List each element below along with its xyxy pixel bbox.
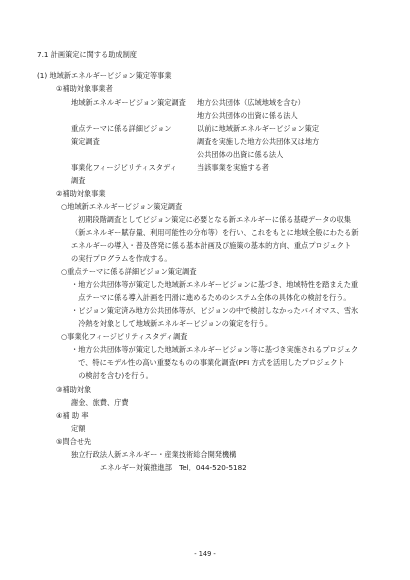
feasibility-line: の検討を含む)を行う。	[71, 371, 153, 380]
eligible-row-value: 調査を実施した地方公共団体又は地方	[197, 137, 320, 146]
eligible-row-label: 策定調査	[71, 137, 100, 146]
eligible-row-value: 公共団体の出資に係る法人	[197, 150, 284, 159]
costs-text: 謝金、旅費、庁費	[71, 398, 129, 407]
eligible-row-value: 地方公共団体（広域地域を含む）	[197, 98, 305, 107]
detail-line: ・地方公共団体等が策定した地域新エネルギービジョンに基づき、地域特性を踏まえた重	[71, 280, 359, 289]
rate-text: 定額	[71, 424, 86, 433]
eligible-row-label: 調査	[71, 176, 86, 185]
feasibility-title: ○事業化フィージビリティスタディ調査	[61, 332, 188, 341]
detail-line: 点テーマに係る導入計画を円滑に進めるためのシステム全体の具体化の検討を行う。	[71, 293, 351, 302]
rate-heading: ④補 助 率	[56, 411, 89, 420]
page-number: - 149 -	[194, 550, 216, 558]
contact-dept-tel: エネルギー対策推進部 Tel．044-520-5182	[100, 463, 247, 472]
subsection-title: (1) 地域新エネルギービジョン策定等事業	[37, 71, 172, 80]
vision-line: エネルギーの導入・普及啓発に係る基本計画及び施策の基本的方向、重点プロジェクト	[71, 241, 352, 250]
eligible-heading: ①補助対象事業者	[56, 84, 113, 93]
contact-org: 独立行政法人新エネルギー・産業技術総合開発機構	[71, 450, 237, 459]
eligible-row-value: 当該事業を実施する者	[197, 163, 269, 172]
contact-heading: ⑤問合せ先	[56, 437, 92, 446]
detail-title: ○重点テーマに係る詳細ビジョン策定調査	[61, 267, 197, 276]
costs-heading: ③補助対象	[56, 385, 92, 394]
eligible-row-label: 重点テーマに係る詳細ビジョン	[71, 124, 172, 133]
vision-title: ○地域新エネルギービジョン策定調査	[61, 202, 183, 211]
eligible-row-value: 以前に地域新エネルギービジョン策定	[197, 124, 320, 133]
detail-line: ・ビジョン策定済み地方公共団体等が、ビジョンの中で検討しなかったバイオマス、雪氷	[71, 306, 359, 315]
detail-line: 冷熱を対象として地域新エネルギービジョンの策定を行う。	[71, 319, 273, 328]
feasibility-line: ・地方公共団体等が策定した地域新エネルギービジョン等に基づき実施されるプロジェク	[71, 345, 359, 354]
vision-line: の実行プログラムを作成する。	[71, 254, 172, 263]
eligible-row-value: 地方公共団体の出資に係る法人	[197, 111, 298, 120]
vision-line: （新エネルギー賦存量、利用可能性の分布等）を行い、これをもとに地域全般にわたる新	[71, 228, 359, 237]
eligible-row-label: 地域新エネルギービジョン策定調査	[71, 98, 186, 107]
vision-line: 初期段階調査としてビジョン策定に必要となる新エネルギーに係る基礎データの収集	[78, 215, 351, 224]
eligible-row-label: 事業化フィージビリティスタディ	[71, 163, 177, 172]
feasibility-line: で、特にモデル性の高い重要なものの事業化調査(PFI 方式を活用したプロジェクト	[71, 358, 345, 367]
projects-heading: ②補助対象事業	[56, 189, 106, 198]
section-title: 7.1 計画策定に関する助成制度	[37, 50, 137, 59]
